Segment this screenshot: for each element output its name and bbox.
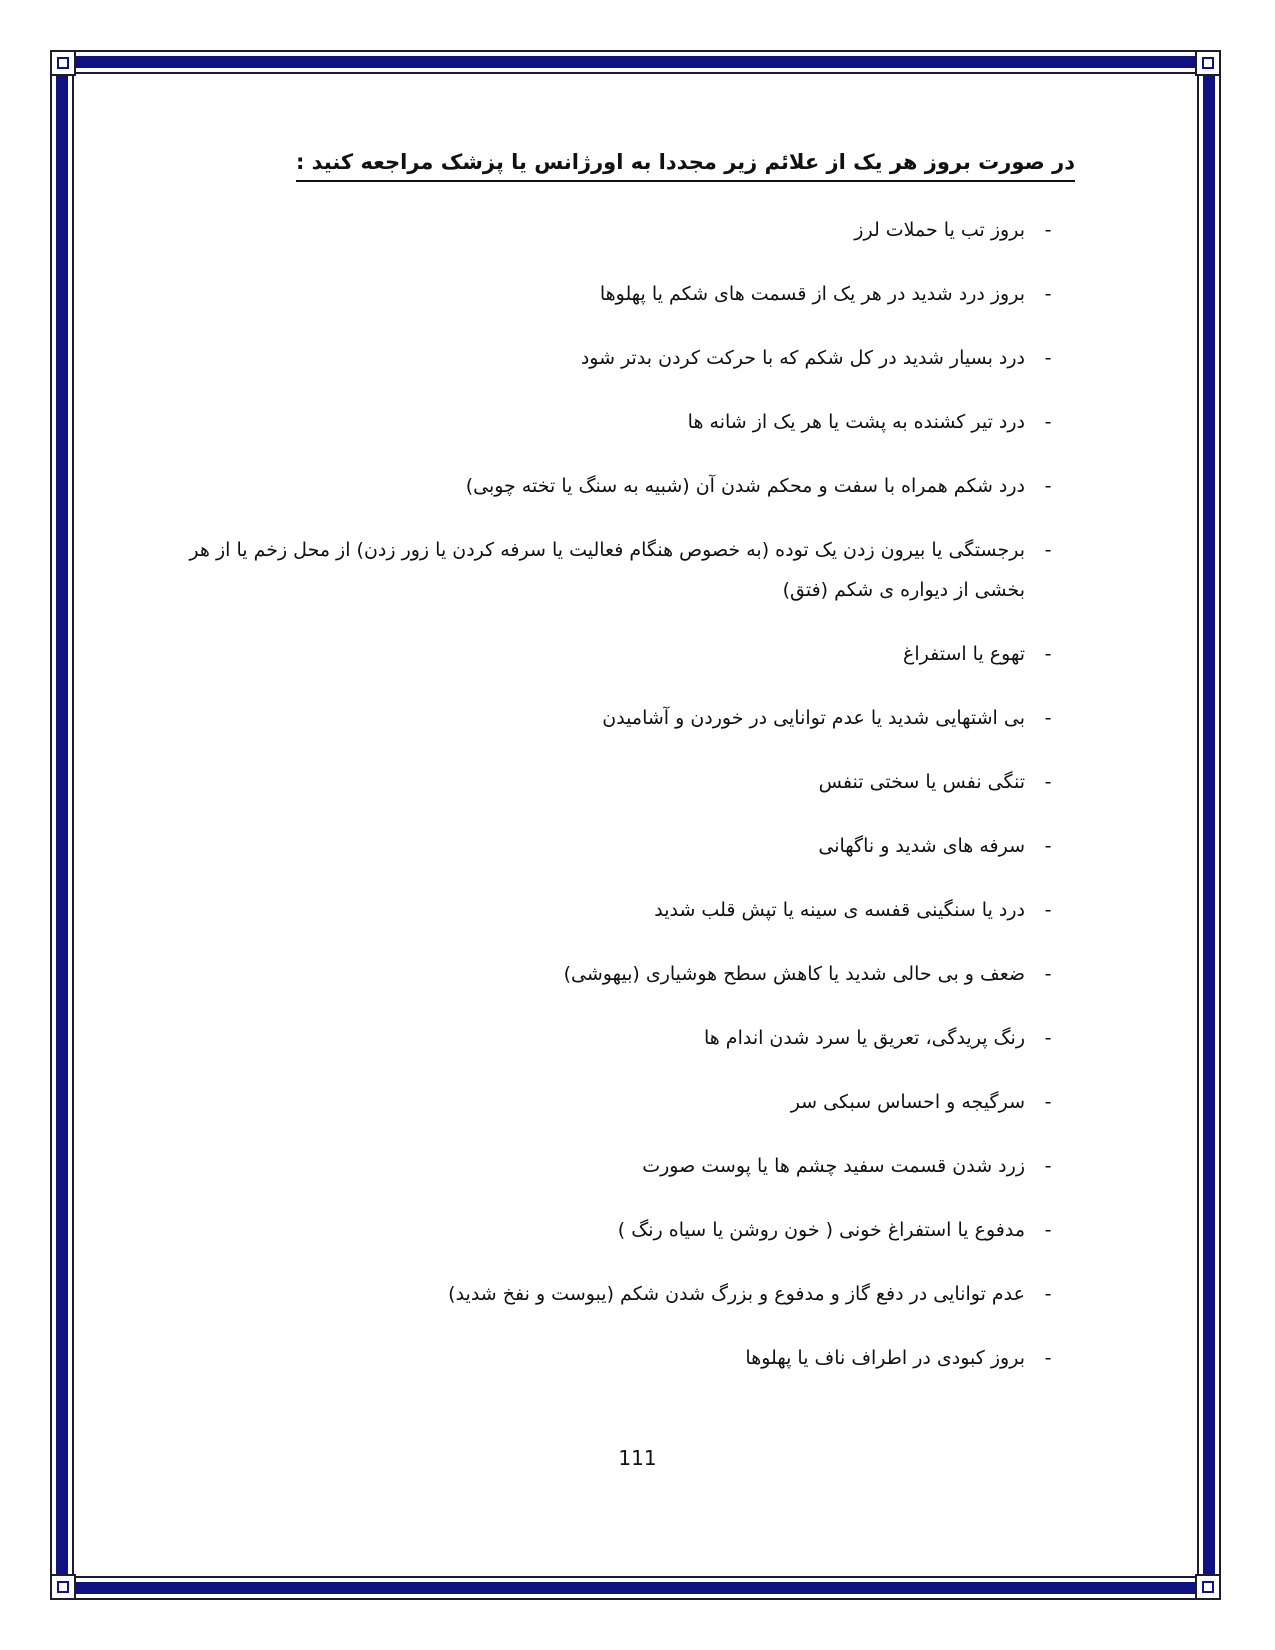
list-item: [140, 338, 1055, 378]
list-item-text: درد یا سنگینی قفسه ی سینه یا تپش قلب شدید: [654, 899, 1025, 921]
bullet-dash: -: [1044, 835, 1052, 857]
list-item-text: سرگیجه و احساس سبکی سر: [790, 1091, 1025, 1113]
list-item: [140, 530, 1055, 610]
bullet-dash: -: [1044, 1027, 1052, 1049]
bullet-dash: -: [1044, 1347, 1052, 1369]
list-item-text: زرد شدن قسمت سفید چشم ها یا پوست صورت: [642, 1155, 1025, 1177]
list-item: [140, 402, 1055, 442]
bullet-dash: -: [1044, 475, 1052, 497]
bullet-dash: -: [1044, 219, 1052, 241]
list-item: [140, 698, 1055, 738]
corner-ornament-bottom-right: [1195, 1574, 1221, 1600]
bullet-dash: -: [1044, 643, 1052, 665]
list-item: [140, 1210, 1055, 1250]
list-item: [140, 634, 1055, 674]
list-item-text: تهوع یا استفراغ: [903, 643, 1025, 665]
list-item: [140, 826, 1055, 866]
bullet-dash: -: [1044, 411, 1052, 433]
bullet-dash: -: [1044, 899, 1052, 921]
list-item-text: رنگ پریدگی، تعریق یا سرد شدن اندام ها: [703, 1027, 1025, 1049]
bullet-dash: -: [1044, 283, 1052, 305]
bullet-dash: -: [1044, 771, 1052, 793]
list-item: [140, 274, 1055, 314]
list-item: [140, 1274, 1055, 1314]
corner-ornament-top-left: [50, 50, 76, 76]
list-item: [140, 1082, 1055, 1122]
list-item: [140, 890, 1055, 930]
bullet-dash: -: [1044, 1155, 1052, 1177]
corner-ornament-top-right: [1195, 50, 1221, 76]
list-item: [140, 466, 1055, 506]
list-item: [140, 954, 1055, 994]
list-item-text: سرفه های شدید و ناگهانی: [818, 835, 1025, 857]
list-item-text: ضعف و بی حالی شدید یا کاهش سطح هوشیاری (بیهوشی): [563, 963, 1025, 985]
list-item-text: درد بسیار شدید در کل شکم که با حرکت کردن بدتر شود: [580, 347, 1025, 369]
list-item-text: درد تیر کشنده به پشت یا هر یک از شانه ها: [687, 411, 1025, 433]
section-heading-text: در صورت بروز هر یک از علائم زیر مجددا به اورژانس یا پزشک مراجعه کنید :: [296, 150, 1075, 182]
page-number: 111: [618, 1446, 657, 1470]
symptom-list: [140, 210, 1055, 1402]
list-item-text: درد شکم همراه با سفت و محکم شدن آن (شبیه به سنگ یا تخته چوبی): [465, 475, 1025, 497]
list-item-text: بروز کبودی در اطراف ناف یا پهلوها: [745, 1347, 1025, 1369]
section-heading: [275, 150, 1075, 174]
bullet-dash: -: [1044, 347, 1052, 369]
list-item: [140, 1018, 1055, 1058]
list-item-text: عدم توانایی در دفع گاز و مدفوع و بزرگ شدن شکم (یبوست و نفخ شدید): [448, 1283, 1025, 1305]
bullet-dash: -: [1044, 707, 1052, 729]
list-item-text: بروز تب یا حملات لرز: [854, 219, 1025, 241]
bullet-dash: -: [1044, 539, 1052, 561]
bullet-dash: -: [1044, 963, 1052, 985]
bullet-dash: -: [1044, 1283, 1052, 1305]
list-item: [140, 1146, 1055, 1186]
bullet-dash: -: [1044, 1091, 1052, 1113]
corner-ornament-bottom-left: [50, 1574, 76, 1600]
list-item-text: مدفوع یا استفراغ خونی ( خون روشن یا سیاه رنگ ): [617, 1219, 1025, 1241]
bullet-dash: -: [1044, 1219, 1052, 1241]
list-item: [140, 762, 1055, 802]
list-item: [140, 1338, 1055, 1378]
list-item: [140, 210, 1055, 250]
list-item-text: تنگی نفس یا سختی تنفس: [818, 771, 1025, 793]
list-item-text: بی اشتهایی شدید یا عدم توانایی در خوردن و آشامیدن: [602, 707, 1025, 729]
list-item-text: برجستگی یا بیرون زدن یک توده (به خصوص هنگام فعالیت یا سرفه کردن یا زور زدن) از محل زخم یا از هر بخشی از دیواره ی شکم (فتق): [189, 539, 1025, 601]
list-item-text: بروز درد شدید در هر یک از قسمت های شکم یا پهلوها: [599, 283, 1025, 305]
